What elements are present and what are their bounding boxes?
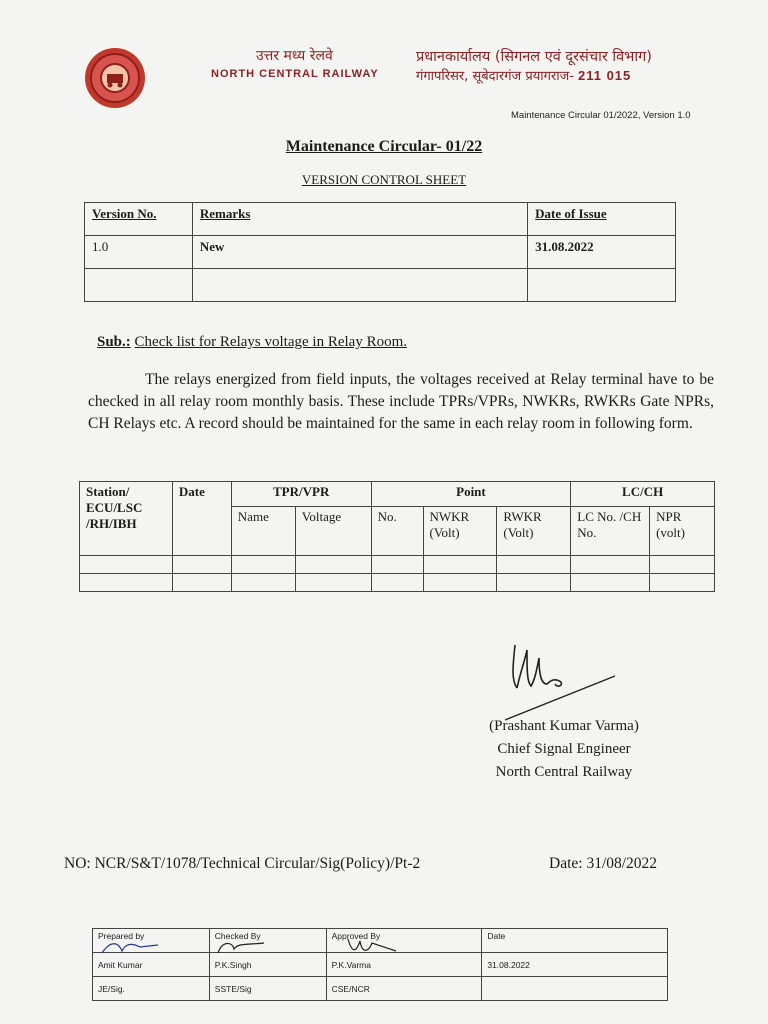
subject-label: Sub.: [97,334,131,350]
header-pin: 211 015 [577,68,632,83]
header-cell: NWKR (Volt) [423,507,497,556]
table-row [80,556,715,574]
table-cell [371,574,423,592]
header-cell: Date [482,929,668,953]
table-cell: 1.0 [85,236,193,269]
table-cell [528,269,676,302]
header-cell: Checked By [209,929,326,953]
header-cell: Name [231,507,295,556]
relay-checklist-table [79,481,715,592]
table-cell [497,574,571,592]
table-cell [85,269,193,302]
table-cell [482,977,668,1001]
header-hindi-office: प्रधानकार्यालय (सिगनल एवं दूरसंचार विभाग) [416,49,652,65]
header-cell: Version No. [85,203,193,236]
table-cell [192,269,527,302]
table-cell: CSE/NCR [326,977,482,1001]
header-cell: Prepared by [93,929,210,953]
subject-text: Check list for Relays voltage in Relay Room. [134,334,407,350]
table-row [80,574,715,592]
table-cell [571,574,650,592]
table-cell [571,556,650,574]
table-cell [423,556,497,574]
header-cell-tpr-vpr: TPR/VPR [231,482,371,507]
table-cell [295,574,371,592]
document-title: Maintenance Circular- 01/22 [285,138,483,155]
table-cell: P.K.Varma [326,953,482,977]
header-hindi-railway: उत्तर मध्य रेलवे [256,48,333,64]
header-cell-date: Date [172,482,231,556]
subject-line [97,334,407,351]
header-cell: Approved By [326,929,482,953]
table-row [85,269,676,302]
table-cell: Amit Kumar [93,953,210,977]
header-cell: RWKR (Volt) [497,507,571,556]
table-cell [650,574,715,592]
version-control-heading: VERSION CONTROL SHEET [301,172,467,187]
table-cell: SSTE/Sig [209,977,326,1001]
header-cell-lc-ch: LC/CH [571,482,715,507]
body-paragraph-text: The relays energized from field inputs, the voltages received at Relay terminal have to be checked in all relay room monthly basis. These include TPRs/VPRs, NWKRs, RWKRs Gate NPRs, CH Relays etc. A record should be maintained for the same in each relay room in following form. [88,371,714,432]
table-cell: JE/Sig. [93,977,210,1001]
table-cell [423,574,497,592]
header-cell: Date of Issue [528,203,676,236]
table-cell: 31.08.2022 [482,953,668,977]
table-cell [231,556,295,574]
header-cell: No. [371,507,423,556]
table-cell [231,574,295,592]
table-cell: 31.08.2022 [528,236,676,269]
table-cell: New [192,236,527,269]
railway-emblem-icon [84,47,146,109]
header-english-railway: NORTH CENTRAL RAILWAY [211,68,379,80]
circular-number: NO: NCR/S&T/1078/Technical Circular/Sig(Policy)/Pt-2 [64,855,421,872]
table-row [85,236,676,269]
table-cell [172,556,231,574]
header-cell: NPR (volt) [650,507,715,556]
initials-mark [100,935,430,964]
table-cell [172,574,231,592]
signatory-designation: Chief Signal Engineer [497,741,631,757]
table-cell [371,556,423,574]
table-cell [497,556,571,574]
table-cell [650,556,715,574]
reference-line: Maintenance Circular 01/2022, Version 1.0 [511,110,691,121]
signatory-name: (Prashant Kumar Varma) [489,718,639,734]
table-header-row [85,203,676,236]
header-cell-point: Point [371,482,571,507]
header-cell: Remarks [192,203,527,236]
header-address-line [416,66,631,85]
table-cell [80,556,173,574]
table-cell: P.K.Singh [209,953,326,977]
table-row [93,977,668,1001]
header-cell: LC No. /CH No. [571,507,650,556]
table-cell [295,556,371,574]
table-header-row [80,482,715,507]
header-cell-station: Station/ ECU/LSC /RH/IBH [80,482,173,556]
version-control-table [84,202,676,302]
body-paragraph [88,369,714,435]
circular-date: Date: 31/08/2022 [549,855,658,872]
table-cell [80,574,173,592]
signatory-organisation: North Central Railway [495,764,633,780]
header-cell: Voltage [295,507,371,556]
header-hindi-address: गंगापरिसर, सूबेदारगंज प्रयागराज- [416,69,574,84]
